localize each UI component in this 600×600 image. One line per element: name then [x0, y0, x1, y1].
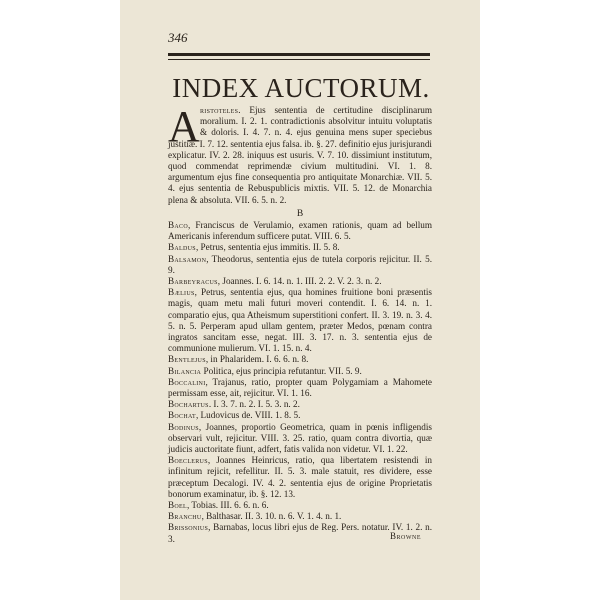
index-entry — [168, 422, 432, 456]
page-title: INDEX AUCTORUM. — [172, 73, 430, 103]
entry-name: Barbeyracus — [168, 276, 218, 287]
entry-text: , Trajanus, ratio, propter quam Polygamiam a Mahomete permissam esse, ait, rejicitur. VI. 1. 16. — [168, 376, 432, 399]
entry-name: Bochartus — [168, 399, 209, 410]
index-entry — [168, 276, 432, 287]
entry-name: Boel — [168, 500, 187, 511]
entry-text: , Petrus, sententia ejus, qua homines fruitione boni præsentis magis, quam metu mali futuri moveri contendit. I. 6. 14. n. 1. comparatio ejus, qua Atheismum superstitioni confert. II. 3. 19. n. 3. 4. 5. n. 5. Perperam apud ullam gentem, præter Medos, pœnam contra ingratos sancitam esse, negat. III. 3. 17. n. 3. sententia ejus de communione mulierum. VI. 1. 15. n. 4. — [168, 287, 432, 354]
entry-text: , Balthasar. II. 3. 10. n. 6. V. 1. 4. n. 1. — [201, 511, 342, 522]
index-entry — [168, 511, 432, 522]
entry-text: , Petrus, sententia ejus immitis. II. 5. 8. — [195, 242, 340, 253]
entry-text: . Ejus sententia de certitudine disciplinarum moralium. I. 2. 1. contradictionis absolvitur intuitu voluptatis & doloris. I. 4. 7. n. 4. ejus genuina mens super speciebus justitiæ. I. 7. 12. sententia ejus falsa. ib. §. 27. definitio ejus jurisjurandi explicatur. IV. 2. 28. iniquus est usuris. V. 7. 10. dissimiunt institutum, quod commendat reprimendæ civium multitudini. VI. 1. 8. argumentum ejus fine consequentia pro antiquitate Monarchiæ. VII. 5. 4. ejus sententia de Rebuspublicis mixtis. VII. 5. 12. de Monarchia plena & absoluta. VII. 6. 5. n. 2. — [168, 105, 432, 205]
index-entry — [168, 220, 432, 242]
entry-name: Brissonius — [168, 522, 209, 533]
entry-name: Balsamon — [168, 253, 207, 264]
drop-cap: A — [168, 102, 200, 151]
index-entries — [168, 220, 432, 545]
index-entry — [168, 242, 432, 253]
entry-text: , Joannes. I. 6. 14. n. 1. III. 2. 2. V. 2. 3. n. 2. — [217, 276, 382, 287]
header-rule-thick — [168, 53, 430, 56]
page-number: 346 — [168, 30, 188, 45]
header-rule-thin — [168, 59, 430, 60]
entry-name: Boccalini — [168, 376, 206, 387]
entry-name: Branchu — [168, 511, 202, 522]
entry-text: . I. 3. 7. n. 2. I. 5. 3. n. 2. — [208, 399, 300, 410]
catchword: Browne — [390, 531, 421, 541]
section-letter-b: B — [296, 209, 304, 219]
book-page — [120, 0, 480, 600]
entry-name: Bochat — [168, 410, 196, 421]
entry-name: Bodinus — [168, 421, 199, 432]
index-entry — [168, 287, 432, 354]
index-entry — [168, 410, 432, 421]
entry-text: , Franciscus de Verulamio, examen rationis, quam ad bellum Americanis inferendum sufficere putat. VIII. 6. 5. — [168, 220, 432, 242]
entry-text: , Joannes Heinricus, ratio, qua libertatem resistendi in infinitum rejicit, refellitur. II. 5. 3. male statuit, res dividere, esse præceptum Decalogi. IV. 4. 2. sententia ejus de origine Proprietatis bonorum examinatur, ib. §. 12. 13. — [168, 455, 432, 499]
index-entry — [168, 377, 432, 399]
entry-text: , Ludovicus de. VIII. 1. 8. 5. — [195, 410, 301, 421]
index-entry — [168, 254, 432, 276]
entry-name: Bilancia — [168, 365, 202, 376]
entry-name: ristoteles — [200, 105, 239, 115]
index-entry — [168, 354, 432, 365]
entry-name: Baco — [168, 220, 188, 230]
entry-text: , Barnabas, locus libri ejus de Reg. Pers. notatur. IV. 1. 2. n. 3. — [168, 522, 432, 544]
entry-name: Bælius — [168, 287, 195, 298]
entry-name: Boeclerus — [168, 455, 208, 466]
entry-text: , Joannes, proportio Geometrica, quam in pœnis infligendis observari vult, rejicitur. VIII. 3. 25. ratio, quam contra divortia, quæ judicis auctoritate fiunt, adfert, fatis valida non videtur. VI. 1. 22. — [168, 421, 432, 455]
index-entry — [168, 500, 432, 511]
entry-text: Politica, ejus principia refutantur. VII. 5. 9. — [201, 365, 362, 376]
entry-aristoteles — [168, 102, 432, 206]
entry-text: , Theodorus, sententia ejus de tutela corporis rejicitur. II. 5. 9. — [168, 253, 432, 275]
entry-text: , in Phalaridem. I. 6. 6. n. 8. — [205, 354, 309, 365]
entry-name: Baldus — [168, 242, 196, 253]
entry-name: Bentlejus — [168, 354, 206, 365]
index-entry — [168, 366, 432, 377]
entry-text: , Tobias. III. 6. 6. n. 6. — [187, 500, 269, 511]
index-entry — [168, 455, 432, 500]
index-entry — [168, 399, 432, 410]
